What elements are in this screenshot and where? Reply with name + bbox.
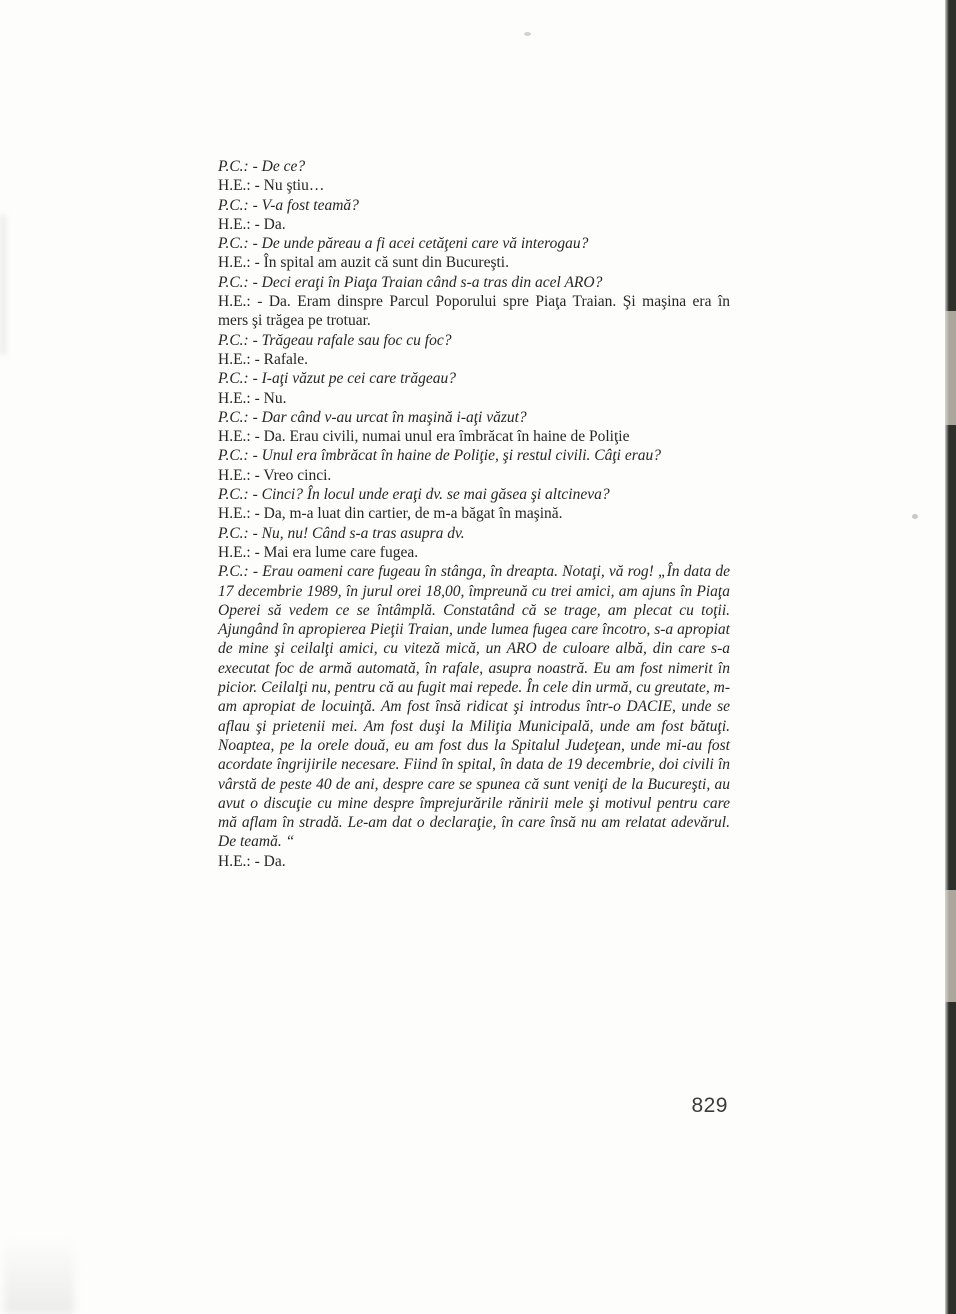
- dialogue-line: H.E.: - Da.: [218, 852, 286, 870]
- scan-edge-band-dark: [945, 0, 956, 311]
- dialogue-line: H.E.: - Da. Eram dinspre Parcul Poporului spre Piaţa Traian. Şi maşina era în mers şi trăgea pe trotuar.: [218, 293, 730, 330]
- dialogue-line: P.C.: - Deci eraţi în Piaţa Traian când s-a tras din acel ARO?: [218, 273, 603, 291]
- dialogue-line: P.C.: - Nu, nu! Când s-a tras asupra dv.: [218, 524, 465, 542]
- scan-edge-band-dark: [945, 425, 956, 890]
- dialogue-line: P.C.: - V-a fost teamă?: [218, 196, 359, 214]
- dialogue-line: H.E.: - Vreo cinci.: [218, 466, 332, 484]
- dialogue-line: P.C.: - Unul era îmbrăcat în haine de Poliţie, şi restul civili. Câţi erau?: [218, 447, 661, 465]
- dialogue-line: P.C.: - Erau oameni care fugeau în stânga, în dreapta. Notaţi, vă rog! „În data de 17 decembrie 1989, în jurul orei 18,00, împreună cu trei amici, am ajuns în Piaţa Operei să vedem ce se întâmplă. Constatând că se trage, am plecat cu toţii. Ajungând în apropierea Pieţii Traian, unde lumea fugea care încotro, s-a apropiat de mine şi ceilalţi amici, cu viteză mică, un ARO de culoare albă, din care s-a executat foc de armă automată, în rafale, asupra noastră. Eu am fost nimerit în picior. Ceilalţi nu, pentru că au fugit mai repede. În cele din urmă, cu greutate, m-am apropiat de locuinţă. Am fost însă ridicat şi introdus într-o DACIE, unde se aflau şi prietenii mei. Am fost duşi la Miliţia Municipală, unde am fost bătuţi. Noaptea, pe la orele două, eu am fost dus la Spitalul Judeţean, unde mi-au fost acordate îngrijirile necesare. Fiind în spital, în data de 19 decembrie, doi civili în vârstă de peste 40 de ani, despre care se spunea că sunt veniţi de la Bucureşti, au avut o discuţie cu mine despre împrejurările rănirii mele şi motivul pentru care mă aflam în stradă. Le-am dat o declaraţie, în care însă nu am relatat adevărul. De teamă. “: [218, 563, 730, 851]
- scan-artifact-smudge: [0, 215, 6, 355]
- page-number: 829: [691, 1094, 728, 1117]
- dialogue-line: P.C.: - I-aţi văzut pe cei care trăgeau?: [218, 370, 457, 388]
- dialogue-line: P.C.: - De ce?: [218, 158, 306, 175]
- scan-edge-band-dark: [945, 1002, 956, 1314]
- dialogue-line: H.E.: - Da.: [218, 215, 286, 233]
- dialogue-line: H.E.: - Mai era lume care fugea.: [218, 543, 419, 561]
- dialogue-text-column: [218, 157, 730, 871]
- dialogue-line: H.E.: - Rafale.: [218, 350, 308, 368]
- scan-edge-band-light: [945, 890, 956, 1002]
- scan-artifact-speck: [912, 514, 918, 519]
- dialogue-line: H.E.: - Da, m-a luat din cartier, de m-a băgat în maşină.: [218, 505, 563, 523]
- dialogue-line: P.C.: - Trăgeau rafale sau foc cu foc?: [218, 331, 452, 349]
- scan-edge-band-light: [945, 311, 956, 425]
- dialogue-line: P.C.: - Cinci? În locul unde eraţi dv. se mai găsea şi altcineva?: [218, 486, 610, 504]
- dialogue-line: H.E.: - Nu ştiu…: [218, 177, 325, 195]
- dialogue-line: H.E.: - Da. Erau civili, numai unul era îmbrăcat în haine de Poliţie: [218, 428, 630, 446]
- dialogue-line: P.C.: - De unde păreau a fi acei cetăţeni care vă interogau?: [218, 235, 589, 253]
- dialogue-line: P.C.: - Dar când v-au urcat în maşină i-aţi văzut?: [218, 408, 527, 426]
- dialogue-line: H.E.: - Nu.: [218, 389, 287, 407]
- scan-artifact-speck: [524, 32, 531, 36]
- scan-artifact-smudge: [4, 1238, 74, 1314]
- dialogue-line: H.E.: - În spital am auzit că sunt din Bucureşti.: [218, 254, 509, 272]
